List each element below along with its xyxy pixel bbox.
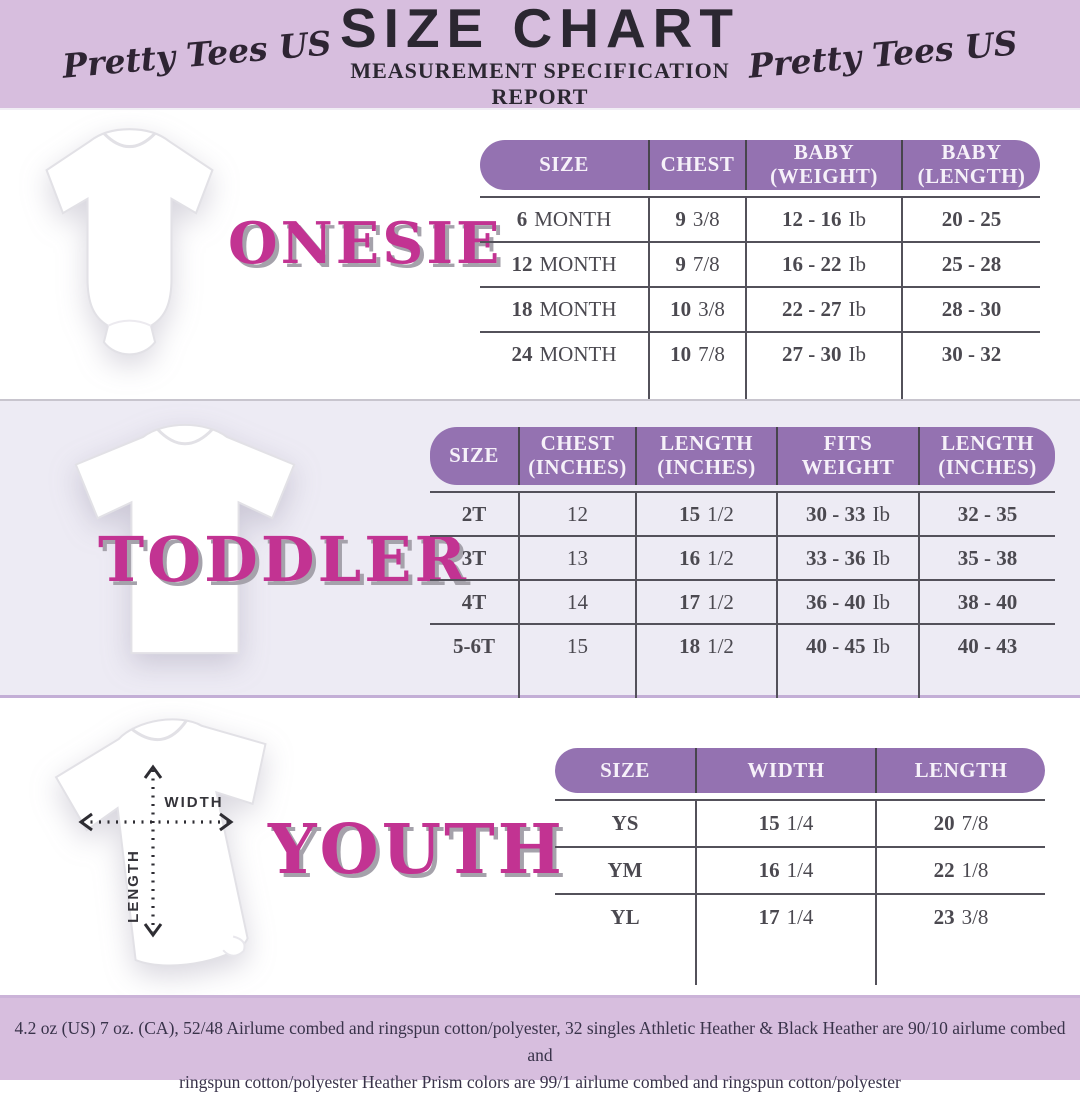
table-cell: 15 1/4 bbox=[697, 801, 877, 846]
table-row bbox=[430, 535, 1055, 579]
table-cell: 3T bbox=[430, 537, 520, 579]
table-cell: 15 bbox=[520, 625, 637, 667]
table-row bbox=[555, 799, 1045, 846]
table-cell: 40 - 43 bbox=[957, 633, 1018, 658]
length-measure-label: LENGTH bbox=[125, 849, 142, 923]
brand-logo-right: Pretty Tees US bbox=[747, 22, 1020, 86]
youth-table bbox=[555, 748, 1045, 985]
footer-band bbox=[0, 995, 1080, 1093]
table-row bbox=[555, 846, 1045, 893]
table-cell: 10 7/8 bbox=[650, 333, 747, 376]
toddler-table bbox=[430, 427, 1055, 709]
column-header: SIZE bbox=[480, 140, 650, 190]
table-cell: YL bbox=[555, 895, 697, 940]
table-cell: 22 1/8 bbox=[933, 858, 989, 882]
toddler-title: TODDLER bbox=[98, 523, 470, 596]
table-row bbox=[430, 579, 1055, 623]
table-cell: 16 1/4 bbox=[697, 848, 877, 893]
page-title: SIZE CHART bbox=[340, 0, 740, 59]
table-cell: 9 3/8 bbox=[650, 198, 747, 241]
table-cell: 20 - 25 bbox=[941, 207, 1002, 231]
brand-logo-left: Pretty Tees US bbox=[60, 22, 333, 86]
table-cell: 35 - 38 bbox=[957, 545, 1018, 570]
onesie-section bbox=[0, 108, 1080, 399]
toddler-table-body bbox=[430, 491, 1055, 709]
onesie-image bbox=[22, 120, 237, 382]
table-cell: 40 - 45 Ib bbox=[778, 625, 920, 667]
table-cell: 16 1/2 bbox=[637, 537, 778, 579]
table-cell: 30 - 33 Ib bbox=[778, 493, 920, 535]
toddler-section bbox=[0, 399, 1080, 698]
table-cell: 27 - 30 Ib bbox=[747, 333, 903, 376]
table-cell: 14 bbox=[520, 581, 637, 623]
column-header: BABY (LENGTH) bbox=[917, 140, 1026, 188]
table-cell: 13 bbox=[520, 537, 637, 579]
table-cell: 10 3/8 bbox=[650, 288, 747, 331]
fabric-info-line2: ringspun cotton/polyester Heather Prism colors are 99/1 airlume combed and ringspun cotton/polyester bbox=[179, 1072, 901, 1093]
table-cell: 38 - 40 bbox=[957, 589, 1018, 614]
table-cell: 20 7/8 bbox=[933, 811, 989, 835]
table-cell: 30 - 32 bbox=[941, 342, 1002, 366]
table-row bbox=[480, 241, 1040, 286]
onesie-title: ONESIE bbox=[228, 210, 503, 277]
column-header: SIZE bbox=[430, 427, 520, 485]
table-cell: 32 - 35 bbox=[957, 501, 1018, 526]
column-header: BABY (WEIGHT) bbox=[747, 140, 903, 190]
column-header: LENGTH (INCHES) bbox=[938, 431, 1037, 479]
column-header: SIZE bbox=[555, 748, 697, 793]
table-cell: 6 MONTH bbox=[480, 198, 650, 241]
table-cell: 24 MONTH bbox=[480, 333, 650, 376]
table-cell: 12 MONTH bbox=[480, 243, 650, 286]
table-cell: 36 - 40 Ib bbox=[778, 581, 920, 623]
onesie-table bbox=[480, 140, 1040, 419]
column-header: CHEST bbox=[650, 140, 747, 190]
toddler-table-header bbox=[430, 427, 1055, 485]
table-cell: 12 bbox=[520, 493, 637, 535]
table-row bbox=[555, 893, 1045, 940]
table-row bbox=[480, 286, 1040, 331]
table-cell: YM bbox=[555, 848, 697, 893]
table-cell: 15 1/2 bbox=[637, 493, 778, 535]
onesie-table-body bbox=[480, 196, 1040, 419]
table-cell: 25 - 28 bbox=[941, 252, 1002, 276]
table-cell: 17 1/2 bbox=[637, 581, 778, 623]
table-cell: 33 - 36 Ib bbox=[778, 537, 920, 579]
table-cell: 4T bbox=[430, 581, 520, 623]
column-header: LENGTH bbox=[914, 757, 1008, 782]
width-measure-label: WIDTH bbox=[164, 794, 224, 811]
header-title-block bbox=[332, 1, 748, 110]
table-row-extender bbox=[555, 940, 1045, 985]
column-header: LENGTH (INCHES) bbox=[637, 427, 778, 485]
youth-table-header bbox=[555, 748, 1045, 793]
table-row bbox=[430, 623, 1055, 667]
youth-title: YOUTH bbox=[268, 810, 565, 890]
table-cell: 28 - 30 bbox=[941, 297, 1002, 321]
table-cell: 23 3/8 bbox=[933, 905, 989, 929]
header-band bbox=[0, 0, 1080, 108]
column-header: WIDTH bbox=[697, 748, 877, 793]
youth-table-body bbox=[555, 799, 1045, 985]
table-cell: YS bbox=[555, 801, 697, 846]
table-cell: 5-6T bbox=[430, 625, 520, 667]
table-row bbox=[480, 331, 1040, 376]
youth-section bbox=[0, 698, 1080, 995]
page-subtitle: MEASUREMENT SPECIFICATION REPORT bbox=[350, 57, 730, 109]
table-row bbox=[480, 196, 1040, 241]
column-header: CHEST (INCHES) bbox=[520, 427, 637, 485]
table-cell: 12 - 16 Ib bbox=[747, 198, 903, 241]
table-cell: 2T bbox=[430, 493, 520, 535]
table-cell: 18 MONTH bbox=[480, 288, 650, 331]
table-row bbox=[430, 491, 1055, 535]
fabric-info-line1: 4.2 oz (US) 7 oz. (CA), 52/48 Airlume combed and ringspun cotton/polyester, 32 singles Athletic Heather & Black Heather are 90/10 airlume combed and bbox=[14, 1018, 1066, 1066]
table-cell: 18 1/2 bbox=[637, 625, 778, 667]
table-cell: 9 7/8 bbox=[650, 243, 747, 286]
column-header: FITS WEIGHT bbox=[778, 427, 920, 485]
onesie-table-header bbox=[480, 140, 1040, 190]
table-cell: 16 - 22 Ib bbox=[747, 243, 903, 286]
table-cell: 22 - 27 Ib bbox=[747, 288, 903, 331]
table-cell: 17 1/4 bbox=[697, 895, 877, 940]
